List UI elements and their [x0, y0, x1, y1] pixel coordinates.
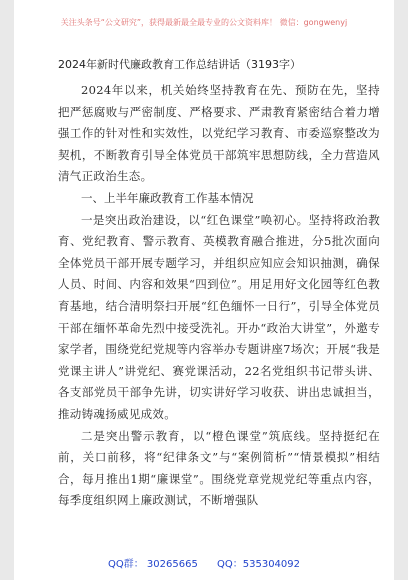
paragraph-intro: 2024年以来，机关始终坚持教育在先、预防在先，坚持把严惩腐败与严密制度、严格要求、严肃教育紧密结合着力增强工作的针对性和实效性，以党纪学习教育、市委巡察整改为契机，不断教育引导全体党员干部筑牢思想防线，全力营造风清气正政治生态。: [58, 83, 380, 184]
paragraph-warning: 二是突出警示教育，以“橙色课堂”筑底线。坚持挺纪在前，关口前移，将“纪律条文”与“案例简析”“情景模拟”相结合，每月推出1期“廉课堂”。围绕党章党规党纪等重点内容，每季度组织网上廉政测试，不断增强队: [58, 428, 380, 508]
paragraph-political: 一是突出政治建设，以“红色课堂”唤初心。坚持将政治教育、党纪教育、警示教育、英模教育融合推进，分5批次面向全体党员干部开展专题学习，并组织应知应会知识抽测，确保人员、时间、内容和效果“四到位”。用足用好文化园等红色教育基地，结合清明祭扫开展“红色缅怀一日行”，引导全体党员干部在缅怀革命先烈中接受洗礼。开办“政治大讲堂”，外邀专家学者，围绕党纪党规等内容举办专题讲座7场次；开展“我是党课主讲人”讲党纪、赛党课活动，22名党组织书记带头讲、各支部党员干部争先讲，切实讲好学习收获、讲出忠诚担当，推动铸魂扬威见成效。: [58, 212, 380, 421]
header-banner: [14, 8, 394, 38]
section-heading: 一、上半年廉政教育工作基本情况: [81, 190, 254, 205]
footer-qq: QQ：535304092: [217, 559, 301, 570]
document-body: [58, 80, 380, 512]
document-title: 2024年新时代廉政教育工作总结讲话（3193字）: [58, 58, 301, 71]
footer-qq-group: QQ群： 30265665: [107, 559, 198, 570]
banner-text: 关注头条号“公文研究”，获得最新最全最专业的公文资料库！ 微信：gongwenyj: [60, 18, 348, 27]
document-page: [14, 0, 394, 580]
footer-contacts: [14, 555, 394, 570]
